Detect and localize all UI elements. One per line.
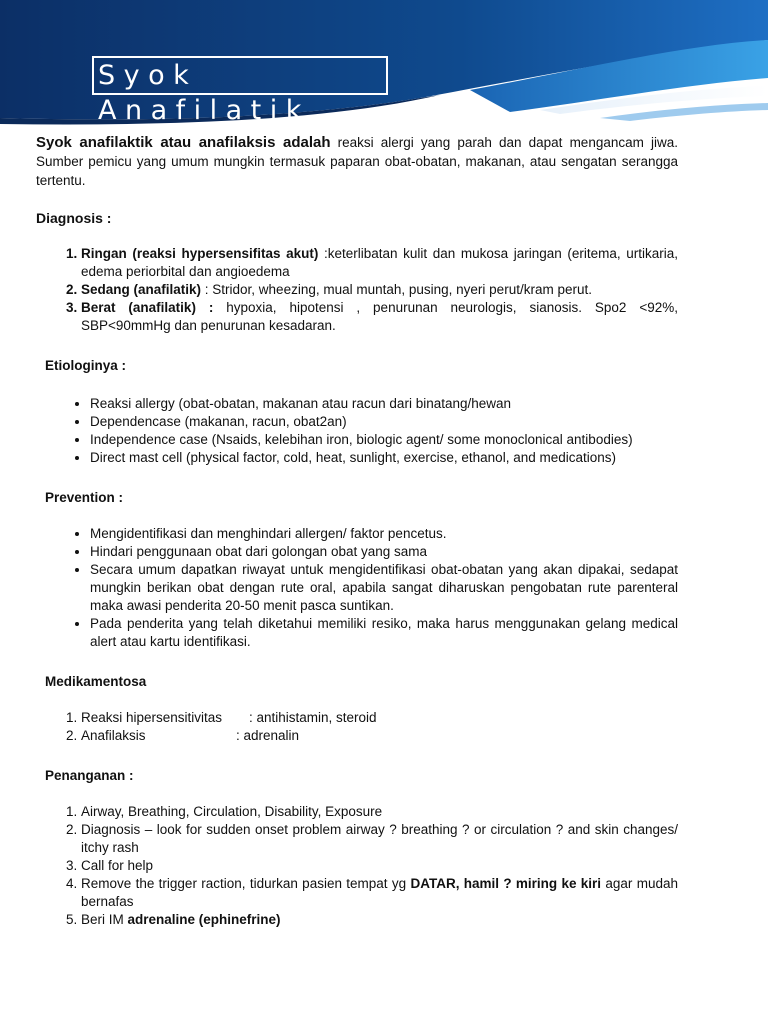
- item-text: Beri IM: [81, 912, 128, 927]
- item-text: : Stridor, wheezing, mual muntah, pusing, nyeri perut/kram perut.: [201, 282, 592, 297]
- etiologi-list: [36, 395, 678, 467]
- item-text: :keterlibatan kulit dan mukosa jaringan (eritema, urtikaria, edema periorbital dan angioedema: [81, 246, 679, 279]
- item-text: Diagnosis – look for sudden onset problem airway ? breathing ? or circulation ? and skin changes/ itchy rash: [81, 822, 678, 855]
- medikamentosa-heading: Medikamentosa: [45, 674, 147, 689]
- list-item: [81, 709, 678, 727]
- penanganan-list: [36, 803, 678, 929]
- penanganan-heading: Penanganan :: [45, 768, 134, 783]
- list-item: [81, 245, 678, 281]
- medikamentosa-list: [36, 709, 678, 745]
- item-label: Sedang (anafilatik): [81, 282, 202, 297]
- item-value: : adrenalin: [236, 728, 300, 743]
- list-item: • Dependencase (makanan, racun, obat2an): [90, 413, 678, 431]
- list-item: [81, 857, 678, 875]
- item-emphasis: DATAR, hamil ? miring ke kiri: [410, 876, 602, 891]
- list-item: • Reaksi allergy (obat-obatan, makanan atau racun dari binatang/hewan: [90, 395, 678, 413]
- list-item: • Mengidentifikasi dan menghindari allergen/ faktor pencetus.: [90, 525, 678, 543]
- etiologi-heading: Etiologinya :: [45, 358, 126, 373]
- list-item: [81, 281, 678, 299]
- item-text: Remove the trigger raction, tidurkan pasien tempat yg: [81, 876, 411, 891]
- item-text: agar mudah bernafas: [81, 876, 678, 909]
- list-item: [81, 875, 678, 911]
- list-item: • Secara umum dapatkan riwayat untuk mengidentifikasi obat-obatan yang akan dipakai, sedapat mungkin berikan obat dengan rute oral, apabila sangat diharuskan pengobatan rute parenteral maka awasi penderita 20-50 menit pasca suntikan.: [90, 561, 678, 615]
- list-item: [81, 803, 678, 821]
- list-item: [81, 911, 678, 929]
- item-name: Reaksi hipersensitivitas: [81, 710, 223, 725]
- prevention-heading: Prevention :: [45, 490, 124, 505]
- document-body: [36, 133, 678, 929]
- prevention-list: [36, 525, 678, 651]
- item-text: Airway, Breathing, Circulation, Disability, Exposure: [81, 804, 383, 819]
- list-item: • Independence case (Nsaids, kelebihan iron, biologic agent/ some monoclonical antibodies): [90, 431, 678, 449]
- list-item: [81, 299, 678, 335]
- list-item: • Hindari penggunaan obat dari golongan obat yang sama: [90, 543, 678, 561]
- intro-text: reaksi alergi yang parah dan dapat mengancam jiwa. Sumber pemicu yang umum mungkin termasuk paparan obat-obatan, makanan, atau sengatan serangga tertentu.: [36, 135, 678, 188]
- intro-lead: Syok anafilaktik atau anafilaksis adalah: [36, 134, 331, 151]
- item-label: Berat (anafilatik) :: [81, 300, 214, 315]
- page-title: Syok Anafilatik: [92, 56, 388, 95]
- item-emphasis: adrenaline (ephinefrine): [127, 912, 281, 927]
- diagnosis-heading: Diagnosis :: [36, 210, 112, 226]
- item-text: hypoxia, hipotensi , penurunan neurologis, sianosis. Spo2 <92%, SBP<90mmHg dan penurunan kesadaran.: [81, 300, 678, 333]
- item-label: Ringan (reaksi hypersensifitas akut): [81, 246, 319, 261]
- list-item: • Pada penderita yang telah diketahui memiliki resiko, maka harus menggunakan gelang medical alert atau kartu identifikasi.: [90, 615, 678, 651]
- item-value: : antihistamin, steroid: [249, 710, 377, 725]
- list-item: [81, 821, 678, 857]
- list-item: [81, 727, 678, 745]
- intro-paragraph: [36, 133, 678, 190]
- item-text: Call for help: [81, 858, 154, 873]
- item-name: Anafilaksis: [81, 728, 146, 743]
- diagnosis-list: [36, 245, 678, 335]
- list-item: • Direct mast cell (physical factor, cold, heat, sunlight, exercise, ethanol, and medications): [90, 449, 678, 467]
